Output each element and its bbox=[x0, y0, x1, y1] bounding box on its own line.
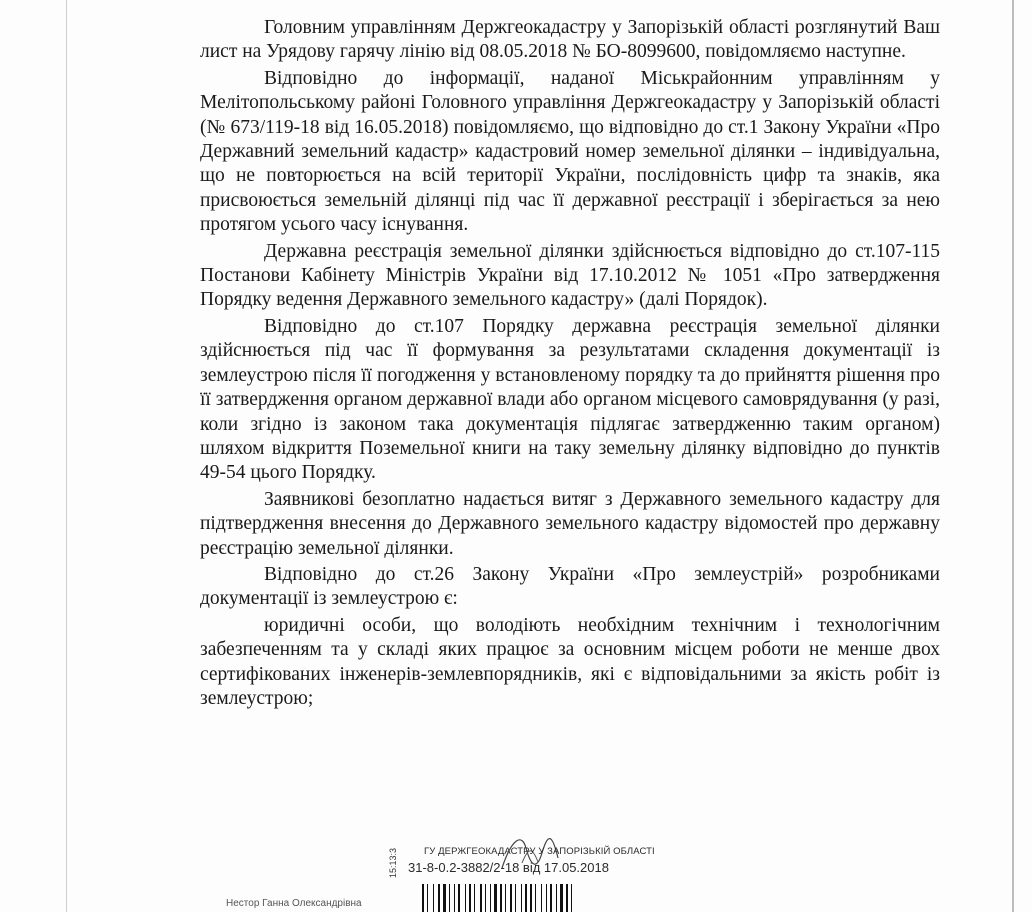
executor-name: Нестор Ганна Олександрівна bbox=[226, 898, 362, 909]
barcode-bar bbox=[469, 884, 471, 912]
barcode-bar bbox=[525, 884, 527, 912]
barcode-bar bbox=[443, 884, 446, 912]
barcode-bar bbox=[546, 884, 547, 912]
barcode-bar bbox=[550, 884, 552, 912]
barcode-bar bbox=[505, 884, 506, 912]
barcode-bar bbox=[485, 884, 486, 912]
barcode-bar bbox=[541, 884, 542, 912]
barcode-bar bbox=[494, 884, 497, 912]
barcode-bar bbox=[449, 884, 450, 912]
barcode-bar bbox=[454, 884, 455, 912]
page-fold-line bbox=[66, 0, 67, 912]
paragraph-article-26: Відповідно до ст.26 Закону України «Про землеустрій» розробниками документації із землеустрою є: bbox=[200, 563, 940, 610]
barcode-bar bbox=[535, 884, 536, 912]
barcode-bar bbox=[438, 884, 440, 912]
barcode-bar bbox=[530, 884, 532, 912]
paragraph-article-107: Відповідно до ст.107 Порядку державна реєстрація земельної ділянки здійснюється під час її формування за результатами складення документації із землеустрою після її погодження у встановленому порядку та до прийняття рішення про її затвердження органом державної влади або органом місцевого самоврядування (у разі, коли згідно із законом така документація підлягає затвердженню таким органом) шляхом відкриття Поземельної книги на таку земельну ділянку відповідно до пунктів 49-54 цього Порядку. bbox=[200, 315, 940, 484]
paragraph-extract: Заявникові безоплатно надається витяг з Державного земельного кадастру для підтвердження внесення до Державного земельного кадастру відомостей про державну реєстрацію земельної ділянки. bbox=[200, 488, 940, 559]
barcode-bar bbox=[566, 884, 568, 912]
stamp-organization: ГУ ДЕРЖГЕОКАДАСТРУ У ЗАПОРІЗЬКІЙ ОБЛАСТІ bbox=[424, 846, 655, 857]
barcode-bar bbox=[458, 884, 460, 912]
page-edge bbox=[1012, 0, 1014, 912]
letter-body bbox=[200, 16, 940, 711]
barcode-bar bbox=[510, 884, 512, 912]
barcode-bar bbox=[427, 884, 428, 912]
barcode-bar bbox=[480, 884, 482, 912]
barcode-bar bbox=[422, 884, 424, 912]
paragraph-cadastral-number: Відповідно до інформації, наданої Міськрайонним управлінням у Мелітопольському районі Головного управління Держгеокадастру у Запорізькій області (№ 673/119-18 від 16.05.2018) повідомляємо, що відповідно до ст.1 Закону України «Про Державний земельний кадастр» кадастровий номер земельної ділянки – індивідуальна, що не повторюється на всій території України, послідовність цифр та знаків, яка присвоюється земельній ділянці під час її державної реєстрації і зберігається за нею протягом усього часу існування. bbox=[200, 67, 940, 236]
barcode-bar bbox=[515, 884, 516, 912]
stamp-registration-number: 31-8-0.2-3882/2-18 від 17.05.2018 bbox=[408, 860, 609, 875]
stamp-time: 15:13:3 bbox=[388, 847, 398, 878]
barcode-bar bbox=[500, 884, 502, 912]
barcode-bar bbox=[571, 884, 572, 912]
barcode-bar bbox=[556, 884, 557, 912]
barcode-bar bbox=[465, 884, 466, 912]
barcode-bar bbox=[433, 884, 434, 912]
paragraph-state-registration: Державна реєстрація земельної ділянки здійснюється відповідно до ст.107-115 Постанови Кабінету Міністрів України від 17.10.2012 № 1051 «Про затвердження Порядку ведення Державного земельного кадастру» (далі Порядок). bbox=[200, 240, 940, 311]
paragraph-legal-entities: юридичні особи, що володіють необхідним технічним і технологічним забезпеченням та у складі яких працює за основним місцем роботи не менше двох сертифікованих інженерів-землевпорядників, які є відповідальними за якість робіт із землеустрою; bbox=[200, 614, 940, 709]
barcode-bar bbox=[490, 884, 491, 912]
barcode bbox=[420, 884, 650, 912]
barcode-bar bbox=[560, 884, 563, 912]
barcode-bar bbox=[521, 884, 522, 912]
paragraph-intro: Головним управлінням Держгеокадастру у Запорізькій області розглянутий Ваш лист на Урядову гарячу лінію від 08.05.2018 № БО-8099600, повідомляємо наступне. bbox=[200, 17, 940, 63]
barcode-bar bbox=[474, 884, 475, 912]
